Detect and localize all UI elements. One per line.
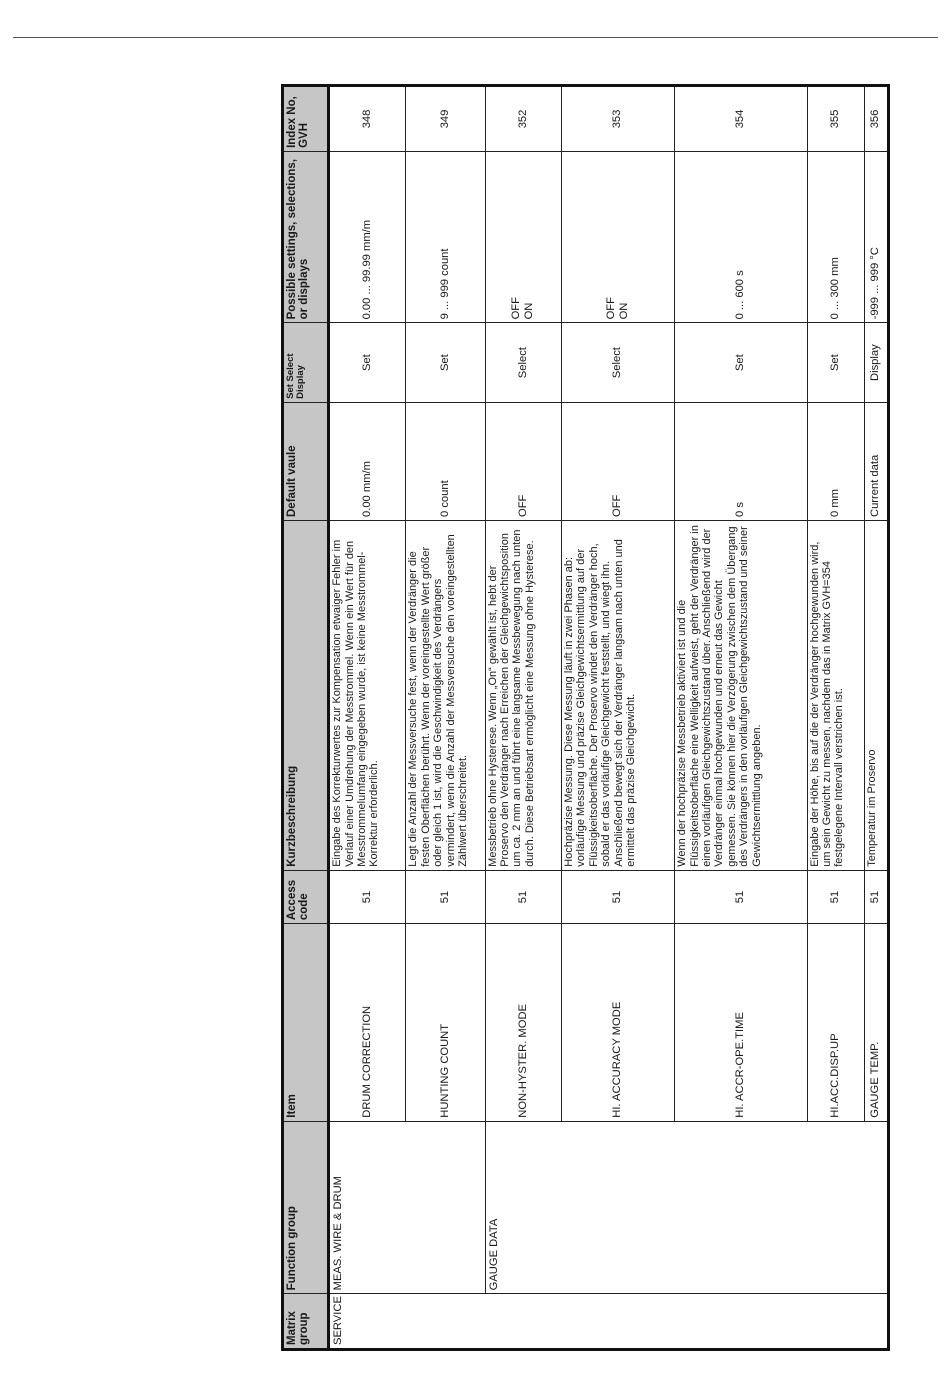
mode-cell: Set xyxy=(807,323,864,402)
mode-cell: Set xyxy=(406,323,485,402)
description-cell: Hochpräzise Messung. Diese Messung läuft in zwei Phasen ab: vorläufige Messung und präzise Gleichgewichtsermittlung auf der Flüssigkeitsoberfläche. Der Proservo windet den Verdränger hoch, sobald er das vorläufige Gleichgewicht feststellt, und wiegt ihn. Anschließend bewegt sich der Verdränger langsam nach unten und ermittelt das präzise Gleichgewicht. xyxy=(561,521,674,871)
default-value-cell: OFF xyxy=(485,402,561,520)
item-cell: GAUGE TEMP. xyxy=(864,924,888,1122)
mode-cell: Select xyxy=(561,323,674,402)
parameter-table xyxy=(281,84,890,1351)
description-cell: Temperatur im Proservo xyxy=(864,521,888,871)
description-cell: Eingabe des Korrekturwertes zur Kompensation etwaiger Fehler im Verlauf einer Umdrehung der Messtrommel. Wenn ein Wert für den Messtrommelumfang eingegeben wurde, ist keine Messtrommel-Korrektur erforderlich. xyxy=(329,521,406,871)
possible-settings-cell xyxy=(485,151,561,322)
index-no-cell: 352 xyxy=(485,86,561,152)
header-possible-settings: Possible settings, selections, or displays xyxy=(283,151,329,322)
default-value-cell: Current data xyxy=(864,402,888,520)
possible-option: OFF xyxy=(604,297,617,320)
item-cell: DRUM CORRECTION xyxy=(329,924,406,1122)
access-code-cell: 51 xyxy=(864,870,888,923)
header-set-select-display: Set Select Display xyxy=(283,323,329,402)
default-value-cell: OFF xyxy=(561,402,674,520)
possible-settings-cell: 0 ... 600 s xyxy=(675,151,807,322)
item-cell: HI.ACC.DISP.UP xyxy=(807,924,864,1122)
item-cell: NON-HYSTER. MODE xyxy=(485,924,561,1122)
index-no-cell: 356 xyxy=(864,86,888,152)
header-default-value: Default vaule xyxy=(283,402,329,520)
header-description: Kurzbeschreibung xyxy=(283,521,329,871)
mode-cell: Set xyxy=(329,323,406,402)
function-group-gauge: GAUGE DATA xyxy=(485,1121,888,1294)
access-code-cell: 51 xyxy=(329,870,406,923)
index-no-cell: 353 xyxy=(561,86,674,152)
item-cell: HUNTING COUNT xyxy=(406,924,485,1122)
function-group-meas: MEAS. WIRE & DRUM xyxy=(329,1121,486,1294)
mode-cell: Set xyxy=(675,323,807,402)
default-value-cell: 0.00 mm/m xyxy=(329,402,406,520)
parameter-table-frame xyxy=(281,84,890,1351)
possible-settings-cell: 0.00 ... 99.99 mm/m xyxy=(329,151,406,322)
header-row xyxy=(283,86,329,1350)
index-no-cell: 354 xyxy=(675,86,807,152)
description-cell: Messbetrieb ohne Hysterese. Wenn „On“ gewählt ist, hebt der Proservo den Verdränger nach Erreichen der Gleichgewichtsposition um ca. 2 mm an und führt eine langsame Messbewegung nach unten durch. Diese Betriebsart ermöglicht eine Messung ohne Hysterese. xyxy=(485,521,561,871)
mode-cell: Display xyxy=(864,323,888,402)
table-row xyxy=(329,86,406,1350)
header-access-code: Access code xyxy=(283,870,329,923)
default-value-cell: 0 s xyxy=(675,402,807,520)
access-code-cell: 51 xyxy=(807,870,864,923)
item-cell: HI. ACCR-OPE.TIME xyxy=(675,924,807,1122)
access-code-cell: 51 xyxy=(485,870,561,923)
index-no-cell: 349 xyxy=(406,86,485,152)
possible-settings-cell: 9 ... 999 count xyxy=(406,151,485,322)
description-cell: Legt die Anzahl der Messversuche fest, wenn der Verdränger die festen Oberflächen berührt. Wenn der voreingestellte Wert größer oder gleich 1 ist, wird die Geschwindigkeit des Verdrängers vermindert, wenn die Anzahl der Messversuche den voreingestellten Zählwert überschreitet. xyxy=(406,521,485,871)
index-no-cell: 348 xyxy=(329,86,406,152)
possible-settings-cell: 0 ... 300 mm xyxy=(807,151,864,322)
default-value-cell: 0 mm xyxy=(807,402,864,520)
header-item: Item xyxy=(283,924,329,1122)
matrix-group-cell: SERVICE xyxy=(329,1294,889,1350)
description-cell: Wenn der hochpräzise Messbetrieb aktiviert ist und die Flüssigkeitsoberfläche eine Welligkeit aufweist, geht der Verdränger in einen vorläufigen Gleichgewichtszustand über. Anschließend wird der Verdränger einmal hochgewunden und erneut das Gewicht gemessen. Sie können hier die Verzögerung zwischen dem Übergang des Verdrängers in den vorläufigen Gleichgewichtszustand und seiner Gewichtsermittlung angeben. xyxy=(675,521,807,871)
header-function-group: Function group xyxy=(283,1121,329,1294)
top-rule xyxy=(13,37,938,38)
access-code-cell: 51 xyxy=(406,870,485,923)
description-cell: Eingabe der Höhe, bis auf die der Verdränger hochgewunden wird, um sein Gewicht zu messen, nachdem das in Matrix GVH=354 festgelegene Intervall verstrichen ist. xyxy=(807,521,864,871)
access-code-cell: 51 xyxy=(561,870,674,923)
item-cell: HI. ACCURACY MODE xyxy=(561,924,674,1122)
header-index-no: Index No, GVH xyxy=(283,86,329,152)
access-code-cell: 51 xyxy=(675,870,807,923)
mode-cell: Select xyxy=(485,323,561,402)
rotated-table-container xyxy=(281,84,890,1351)
possible-option: ON xyxy=(523,302,536,320)
default-value-cell: 0 count xyxy=(406,402,485,520)
table-row xyxy=(485,86,561,1350)
possible-settings-cell: -999 ... 999 °C xyxy=(864,151,888,322)
possible-option: OFF xyxy=(510,297,523,320)
header-matrix-group: Matrix group xyxy=(283,1294,329,1350)
index-no-cell: 355 xyxy=(807,86,864,152)
possible-option: ON xyxy=(618,302,631,320)
possible-settings-cell xyxy=(561,151,674,322)
